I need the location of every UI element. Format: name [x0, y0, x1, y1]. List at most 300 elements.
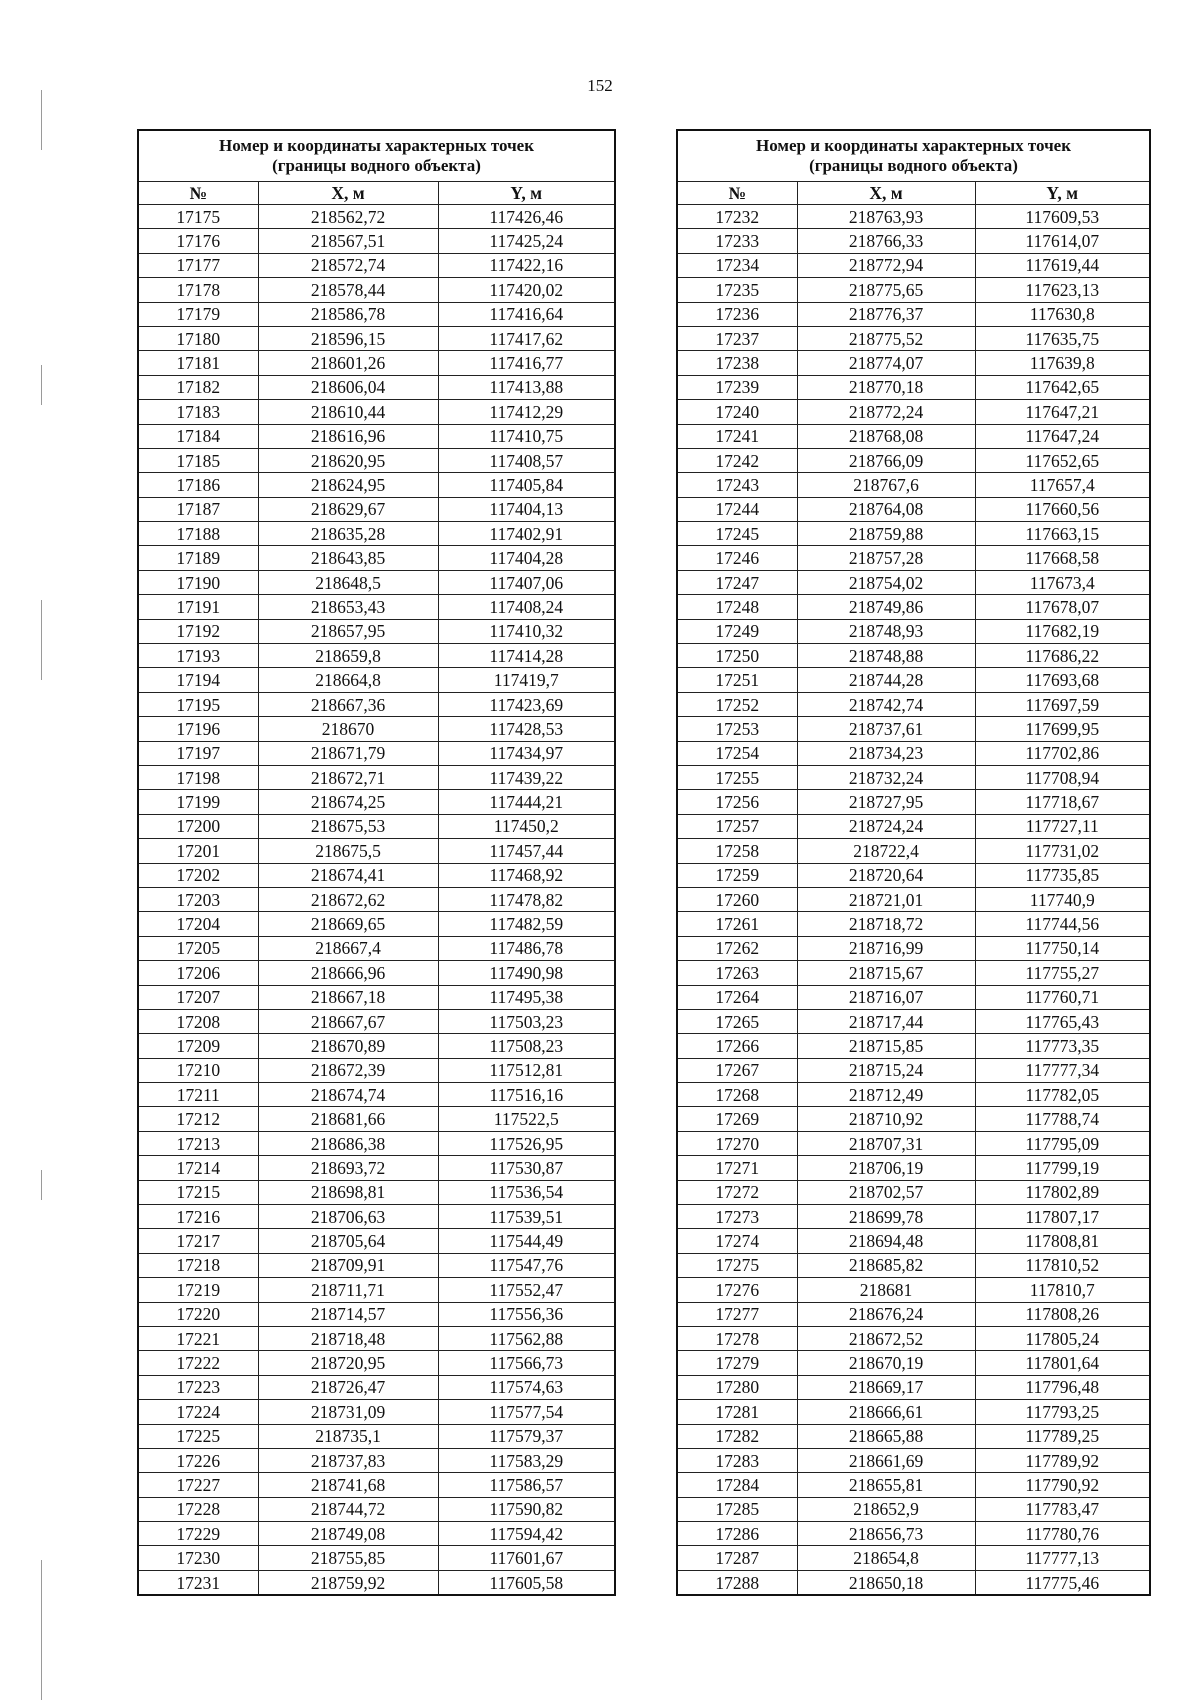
- cell-y: 117423,69: [438, 692, 615, 716]
- cell-number: 17226: [138, 1448, 258, 1472]
- cell-x: 218648,5: [258, 570, 438, 594]
- cell-x: 218667,67: [258, 1009, 438, 1033]
- table-row: [138, 1448, 615, 1472]
- cell-y: 117619,44: [975, 253, 1150, 277]
- cell-y: 117539,51: [438, 1205, 615, 1229]
- cell-x: 218710,92: [797, 1107, 975, 1131]
- cell-x: 218735,1: [258, 1424, 438, 1448]
- cell-number: 17182: [138, 375, 258, 399]
- cell-x: 218699,78: [797, 1205, 975, 1229]
- table-row: [677, 570, 1150, 594]
- cell-x: 218759,92: [258, 1570, 438, 1595]
- cell-y: 117788,74: [975, 1107, 1150, 1131]
- table-row: [138, 278, 615, 302]
- table-row: [138, 1546, 615, 1570]
- cell-number: 17270: [677, 1131, 797, 1155]
- cell-x: 218657,95: [258, 619, 438, 643]
- table-row: [677, 400, 1150, 424]
- scan-margin-line: [41, 600, 42, 680]
- cell-y: 117547,76: [438, 1253, 615, 1277]
- cell-number: 17272: [677, 1180, 797, 1204]
- table-row: [677, 1400, 1150, 1424]
- cell-x: 218620,95: [258, 448, 438, 472]
- cell-y: 117512,81: [438, 1058, 615, 1082]
- table-row: [138, 887, 615, 911]
- cell-x: 218722,4: [797, 839, 975, 863]
- table-row: [677, 961, 1150, 985]
- cell-x: 218567,51: [258, 229, 438, 253]
- cell-number: 17274: [677, 1229, 797, 1253]
- cell-x: 218716,99: [797, 936, 975, 960]
- table-row: [138, 765, 615, 789]
- cell-y: 117635,75: [975, 326, 1150, 350]
- cell-y: 117647,21: [975, 400, 1150, 424]
- cell-number: 17179: [138, 302, 258, 326]
- header-x: X, м: [797, 182, 975, 205]
- table-row: [677, 1034, 1150, 1058]
- cell-x: 218749,08: [258, 1522, 438, 1546]
- cell-y: 117416,64: [438, 302, 615, 326]
- table-row: [138, 205, 615, 229]
- cell-y: 117536,54: [438, 1180, 615, 1204]
- cell-y: 117486,78: [438, 936, 615, 960]
- cell-x: 218772,94: [797, 253, 975, 277]
- cell-number: 17262: [677, 936, 797, 960]
- cell-number: 17208: [138, 1009, 258, 1033]
- table-row: [677, 863, 1150, 887]
- cell-x: 218667,36: [258, 692, 438, 716]
- cell-y: 117468,92: [438, 863, 615, 887]
- cell-x: 218755,85: [258, 1546, 438, 1570]
- cell-y: 117412,29: [438, 400, 615, 424]
- cell-y: 117777,34: [975, 1058, 1150, 1082]
- cell-number: 17253: [677, 717, 797, 741]
- cell-number: 17257: [677, 814, 797, 838]
- table-row: [138, 1253, 615, 1277]
- cell-number: 17195: [138, 692, 258, 716]
- cell-y: 117402,91: [438, 522, 615, 546]
- table-row: [138, 424, 615, 448]
- cell-y: 117614,07: [975, 229, 1150, 253]
- table-row: [138, 961, 615, 985]
- table-row: [677, 1326, 1150, 1350]
- header-number: №: [138, 182, 258, 205]
- cell-y: 117805,24: [975, 1326, 1150, 1350]
- table-row: [138, 1522, 615, 1546]
- table-row: [677, 473, 1150, 497]
- cell-number: 17210: [138, 1058, 258, 1082]
- table-row: [677, 1497, 1150, 1521]
- cell-y: 117404,13: [438, 497, 615, 521]
- cell-number: 17288: [677, 1570, 797, 1595]
- cell-x: 218670,89: [258, 1034, 438, 1058]
- cell-y: 117790,92: [975, 1473, 1150, 1497]
- cell-number: 17280: [677, 1375, 797, 1399]
- table-body: [138, 205, 615, 1596]
- table-row: [138, 1375, 615, 1399]
- cell-y: 117647,24: [975, 424, 1150, 448]
- cell-y: 117583,29: [438, 1448, 615, 1472]
- page-number: 152: [587, 76, 613, 95]
- cell-x: 218715,67: [797, 961, 975, 985]
- cell-y: 117783,47: [975, 1497, 1150, 1521]
- cell-number: 17205: [138, 936, 258, 960]
- table-row: [138, 985, 615, 1009]
- table-body: [677, 205, 1150, 1596]
- table-row: [138, 1570, 615, 1595]
- cell-y: 117566,73: [438, 1351, 615, 1375]
- table-row: [138, 448, 615, 472]
- cell-number: 17213: [138, 1131, 258, 1155]
- cell-number: 17244: [677, 497, 797, 521]
- cell-y: 117526,95: [438, 1131, 615, 1155]
- cell-y: 117782,05: [975, 1083, 1150, 1107]
- cell-y: 117413,88: [438, 375, 615, 399]
- table-row: [138, 717, 615, 741]
- table-row: [677, 375, 1150, 399]
- cell-x: 218748,93: [797, 619, 975, 643]
- cell-y: 117450,2: [438, 814, 615, 838]
- cell-y: 117594,42: [438, 1522, 615, 1546]
- table-row: [677, 205, 1150, 229]
- cell-number: 17281: [677, 1400, 797, 1424]
- table-row: [677, 692, 1150, 716]
- table-row: [677, 278, 1150, 302]
- cell-y: 117808,81: [975, 1229, 1150, 1253]
- cell-x: 218616,96: [258, 424, 438, 448]
- cell-number: 17215: [138, 1180, 258, 1204]
- table-row: [138, 668, 615, 692]
- cell-number: 17178: [138, 278, 258, 302]
- cell-x: 218748,88: [797, 644, 975, 668]
- table-row: [677, 1351, 1150, 1375]
- cell-x: 218741,68: [258, 1473, 438, 1497]
- table-row: [138, 1302, 615, 1326]
- cell-x: 218671,79: [258, 741, 438, 765]
- table-row: [138, 863, 615, 887]
- table-row: [677, 351, 1150, 375]
- cell-number: 17261: [677, 912, 797, 936]
- cell-x: 218655,81: [797, 1473, 975, 1497]
- cell-x: 218744,28: [797, 668, 975, 692]
- cell-number: 17188: [138, 522, 258, 546]
- cell-x: 218669,65: [258, 912, 438, 936]
- table-row: [138, 1058, 615, 1082]
- cell-x: 218720,64: [797, 863, 975, 887]
- cell-number: 17231: [138, 1570, 258, 1595]
- cell-y: 117718,67: [975, 790, 1150, 814]
- cell-y: 117773,35: [975, 1034, 1150, 1058]
- cell-number: 17258: [677, 839, 797, 863]
- cell-y: 117425,24: [438, 229, 615, 253]
- cell-x: 218665,88: [797, 1424, 975, 1448]
- cell-x: 218774,07: [797, 351, 975, 375]
- cell-number: 17211: [138, 1083, 258, 1107]
- cell-y: 117801,64: [975, 1351, 1150, 1375]
- cell-y: 117727,11: [975, 814, 1150, 838]
- cell-y: 117642,65: [975, 375, 1150, 399]
- cell-x: 218749,86: [797, 595, 975, 619]
- cell-x: 218672,52: [797, 1326, 975, 1350]
- table-row: [677, 1375, 1150, 1399]
- cell-number: 17203: [138, 887, 258, 911]
- table-row: [677, 302, 1150, 326]
- cell-number: 17220: [138, 1302, 258, 1326]
- table-row: [677, 912, 1150, 936]
- cell-number: 17216: [138, 1205, 258, 1229]
- cell-y: 117482,59: [438, 912, 615, 936]
- table-row: [138, 1131, 615, 1155]
- table-row: [138, 522, 615, 546]
- cell-y: 117810,7: [975, 1278, 1150, 1302]
- cell-y: 117799,19: [975, 1156, 1150, 1180]
- cell-x: 218742,74: [797, 692, 975, 716]
- cell-x: 218709,91: [258, 1253, 438, 1277]
- cell-y: 117810,52: [975, 1253, 1150, 1277]
- cell-x: 218676,24: [797, 1302, 975, 1326]
- cell-y: 117663,15: [975, 522, 1150, 546]
- cell-number: 17184: [138, 424, 258, 448]
- cell-x: 218650,18: [797, 1570, 975, 1595]
- cell-x: 218693,72: [258, 1156, 438, 1180]
- cell-y: 117697,59: [975, 692, 1150, 716]
- cell-x: 218656,73: [797, 1522, 975, 1546]
- table-row: [138, 570, 615, 594]
- table-row: [677, 644, 1150, 668]
- cell-y: 117490,98: [438, 961, 615, 985]
- cell-y: 117793,25: [975, 1400, 1150, 1424]
- cell-x: 218766,33: [797, 229, 975, 253]
- cell-y: 117609,53: [975, 205, 1150, 229]
- cell-y: 117760,71: [975, 985, 1150, 1009]
- cell-number: 17192: [138, 619, 258, 643]
- table-row: [677, 546, 1150, 570]
- table-row: [677, 1156, 1150, 1180]
- cell-y: 117508,23: [438, 1034, 615, 1058]
- table-row: [138, 936, 615, 960]
- cell-number: 17218: [138, 1253, 258, 1277]
- cell-y: 117623,13: [975, 278, 1150, 302]
- coordinates-table-right: [676, 129, 1151, 1596]
- cell-number: 17237: [677, 326, 797, 350]
- cell-number: 17279: [677, 1351, 797, 1375]
- cell-y: 117657,4: [975, 473, 1150, 497]
- cell-number: 17204: [138, 912, 258, 936]
- cell-x: 218706,63: [258, 1205, 438, 1229]
- cell-number: 17250: [677, 644, 797, 668]
- table-row: [677, 1058, 1150, 1082]
- cell-number: 17219: [138, 1278, 258, 1302]
- table-row: [138, 1156, 615, 1180]
- cell-number: 17254: [677, 741, 797, 765]
- cell-number: 17235: [677, 278, 797, 302]
- cell-y: 117410,75: [438, 424, 615, 448]
- cell-x: 218737,83: [258, 1448, 438, 1472]
- cell-y: 117590,82: [438, 1497, 615, 1521]
- cell-number: 17191: [138, 595, 258, 619]
- table-row: [138, 546, 615, 570]
- cell-x: 218757,28: [797, 546, 975, 570]
- cell-y: 117495,38: [438, 985, 615, 1009]
- cell-y: 117686,22: [975, 644, 1150, 668]
- cell-y: 117530,87: [438, 1156, 615, 1180]
- cell-number: 17287: [677, 1546, 797, 1570]
- table-row: [138, 814, 615, 838]
- table-row: [138, 253, 615, 277]
- table-row: [138, 229, 615, 253]
- table-row: [677, 1278, 1150, 1302]
- cell-y: 117544,49: [438, 1229, 615, 1253]
- coordinates-table-left: [137, 129, 616, 1596]
- cell-x: 218731,09: [258, 1400, 438, 1424]
- cell-y: 117708,94: [975, 765, 1150, 789]
- table-row: [677, 229, 1150, 253]
- scan-margin-line: [41, 90, 42, 150]
- cell-number: 17201: [138, 839, 258, 863]
- cell-y: 117439,22: [438, 765, 615, 789]
- header-x: X, м: [258, 182, 438, 205]
- cell-x: 218572,74: [258, 253, 438, 277]
- cell-y: 117765,43: [975, 1009, 1150, 1033]
- cell-y: 117789,92: [975, 1448, 1150, 1472]
- table-row: [677, 741, 1150, 765]
- table-row: [677, 595, 1150, 619]
- table-row: [138, 1497, 615, 1521]
- cell-x: 218666,96: [258, 961, 438, 985]
- cell-y: 117775,46: [975, 1570, 1150, 1595]
- cell-number: 17217: [138, 1229, 258, 1253]
- cell-number: 17227: [138, 1473, 258, 1497]
- table-row: [138, 912, 615, 936]
- table-row: [677, 1229, 1150, 1253]
- table-row: [138, 351, 615, 375]
- cell-number: 17199: [138, 790, 258, 814]
- cell-number: 17202: [138, 863, 258, 887]
- cell-y: 117693,68: [975, 668, 1150, 692]
- table-row: [138, 1351, 615, 1375]
- cell-x: 218717,44: [797, 1009, 975, 1033]
- cell-y: 117579,37: [438, 1424, 615, 1448]
- cell-number: 17196: [138, 717, 258, 741]
- cell-y: 117605,58: [438, 1570, 615, 1595]
- cell-number: 17283: [677, 1448, 797, 1472]
- cell-x: 218674,41: [258, 863, 438, 887]
- cell-number: 17271: [677, 1156, 797, 1180]
- cell-y: 117699,95: [975, 717, 1150, 741]
- cell-y: 117630,8: [975, 302, 1150, 326]
- cell-x: 218596,15: [258, 326, 438, 350]
- cell-number: 17240: [677, 400, 797, 424]
- cell-y: 117789,25: [975, 1424, 1150, 1448]
- cell-y: 117417,62: [438, 326, 615, 350]
- table-row: [138, 400, 615, 424]
- cell-y: 117434,97: [438, 741, 615, 765]
- cell-number: 17275: [677, 1253, 797, 1277]
- cell-x: 218606,04: [258, 375, 438, 399]
- cell-x: 218652,9: [797, 1497, 975, 1521]
- cell-number: 17183: [138, 400, 258, 424]
- table-row: [677, 326, 1150, 350]
- cell-x: 218624,95: [258, 473, 438, 497]
- cell-x: 218711,71: [258, 1278, 438, 1302]
- cell-number: 17251: [677, 668, 797, 692]
- table-row: [138, 302, 615, 326]
- table-row: [677, 424, 1150, 448]
- cell-x: 218578,44: [258, 278, 438, 302]
- table-row: [138, 741, 615, 765]
- cell-x: 218732,24: [797, 765, 975, 789]
- cell-x: 218681: [797, 1278, 975, 1302]
- cell-y: 117516,16: [438, 1083, 615, 1107]
- table-row: [138, 326, 615, 350]
- cell-y: 117660,56: [975, 497, 1150, 521]
- cell-y: 117735,85: [975, 863, 1150, 887]
- cell-y: 117740,9: [975, 887, 1150, 911]
- cell-x: 218674,25: [258, 790, 438, 814]
- header-y: Y, м: [438, 182, 615, 205]
- table-row: [138, 595, 615, 619]
- cell-number: 17186: [138, 473, 258, 497]
- cell-x: 218718,72: [797, 912, 975, 936]
- table-row: [677, 497, 1150, 521]
- cell-y: 117750,14: [975, 936, 1150, 960]
- cell-number: 17214: [138, 1156, 258, 1180]
- cell-number: 17245: [677, 522, 797, 546]
- cell-x: 218667,4: [258, 936, 438, 960]
- cell-number: 17238: [677, 351, 797, 375]
- cell-number: 17224: [138, 1400, 258, 1424]
- cell-x: 218763,93: [797, 205, 975, 229]
- table-row: [138, 1009, 615, 1033]
- cell-y: 117419,7: [438, 668, 615, 692]
- table-row: [138, 1083, 615, 1107]
- header-y: Y, м: [975, 182, 1150, 205]
- cell-number: 17198: [138, 765, 258, 789]
- cell-number: 17175: [138, 205, 258, 229]
- cell-y: 117428,53: [438, 717, 615, 741]
- cell-y: 117795,09: [975, 1131, 1150, 1155]
- table-row: [677, 668, 1150, 692]
- cell-number: 17278: [677, 1326, 797, 1350]
- table-row: [138, 473, 615, 497]
- cell-number: 17239: [677, 375, 797, 399]
- cell-x: 218674,74: [258, 1083, 438, 1107]
- cell-x: 218707,31: [797, 1131, 975, 1155]
- cell-x: 218770,18: [797, 375, 975, 399]
- cell-x: 218720,95: [258, 1351, 438, 1375]
- table-row: [138, 1205, 615, 1229]
- cell-x: 218664,8: [258, 668, 438, 692]
- cell-number: 17284: [677, 1473, 797, 1497]
- cell-number: 17286: [677, 1522, 797, 1546]
- cell-x: 218586,78: [258, 302, 438, 326]
- cell-number: 17177: [138, 253, 258, 277]
- cell-y: 117410,32: [438, 619, 615, 643]
- scan-margin-line: [41, 1170, 42, 1200]
- table-row: [138, 1034, 615, 1058]
- cell-y: 117408,57: [438, 448, 615, 472]
- table-row: [138, 619, 615, 643]
- cell-x: 218702,57: [797, 1180, 975, 1204]
- cell-y: 117682,19: [975, 619, 1150, 643]
- table-row: [138, 375, 615, 399]
- caption-line-1: Номер и координаты характерных точек: [755, 136, 1071, 155]
- cell-number: 17187: [138, 497, 258, 521]
- table-row: [138, 644, 615, 668]
- table-row: [677, 717, 1150, 741]
- cell-number: 17185: [138, 448, 258, 472]
- cell-y: 117639,8: [975, 351, 1150, 375]
